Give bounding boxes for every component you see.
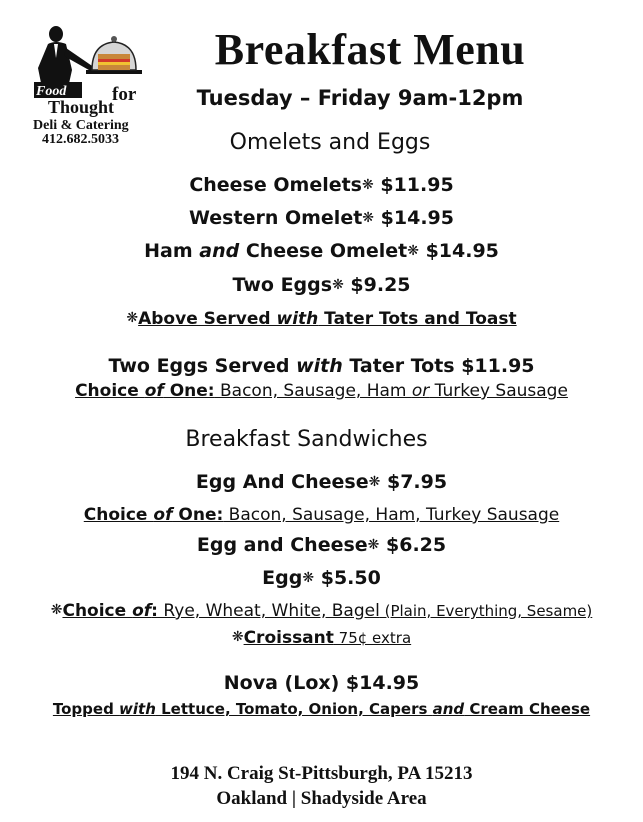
choice-b: One: (172, 505, 224, 525)
choice-b: One: (163, 381, 215, 401)
asterisk-icon: ❋ (50, 602, 63, 618)
bread-opts: Rye, Wheat, White, Bagel (157, 601, 380, 621)
desc-b: Lettuce, Tomato, Onion, Capers (155, 700, 433, 718)
menu-item-cheese-omelets (0, 174, 643, 196)
croissant-option (0, 628, 643, 648)
item-price: $14.95 (380, 207, 454, 229)
menu-item-nova-lox: Nova (Lox) $14.95 (223, 672, 420, 694)
area: Oakland | Shadyside Area (216, 788, 427, 809)
choice-of: of (144, 381, 164, 401)
logo-thought-text: Thought (48, 97, 115, 117)
asterisk-icon: ❋ (332, 277, 344, 293)
choice-of-bread (0, 601, 643, 621)
asterisk-icon: ❋ (302, 570, 315, 586)
address: 194 N. Craig St-Pittsburgh, PA 15213 (170, 763, 473, 784)
menu-item-egg (0, 567, 643, 589)
note-served-with (0, 309, 643, 329)
logo-for-text: for (112, 84, 137, 105)
page-title: Breakfast Menu (214, 25, 526, 74)
choice-of-one-sandwich-meats (0, 505, 643, 525)
choice-opts-b: Turkey Sausage (429, 381, 568, 401)
item-name: Two Eggs (232, 274, 333, 296)
combo-a: Two Eggs Served (108, 355, 297, 377)
logo-phone: 412.682.5033 (42, 132, 119, 147)
choice-opts: Bacon, Sausage, Ham, Turkey Sausage (223, 505, 560, 525)
item-price: $9.25 (350, 274, 411, 296)
choice-opts-or: or (411, 381, 430, 401)
asterisk-icon: ❋ (362, 210, 375, 226)
combo-with: with (296, 355, 343, 377)
choice-a: Choice (83, 505, 154, 525)
item-name: Egg (262, 567, 303, 589)
item-name: Western Omelet (189, 207, 363, 229)
logo-food-text: Food (36, 84, 67, 99)
choice-opts-a: Bacon, Sausage, Ham (214, 381, 412, 401)
nova-description (0, 700, 643, 718)
note-with: with (276, 309, 319, 329)
item-price: $5.50 (320, 567, 381, 589)
logo-deli-catering-text: Deli & Catering (33, 118, 129, 133)
menu-item-western-omelet (0, 207, 643, 229)
desc-with: with (119, 700, 156, 718)
item-name: Egg And Cheese (195, 471, 369, 493)
asterisk-icon: ❋ (367, 537, 380, 553)
note-b: Tater Tots and Toast (318, 309, 517, 329)
asterisk-icon: ❋ (362, 177, 374, 193)
item-name-and: and (199, 240, 240, 262)
menu-item-ham-cheese-omelet (0, 240, 643, 262)
menu-item-egg-and-cheese-1 (0, 471, 643, 493)
menu-item-two-eggs-combo (0, 355, 643, 377)
choice-of-one-meats (0, 381, 643, 401)
menu-item-two-eggs (0, 274, 643, 296)
item-name: Cheese Omelets (189, 174, 362, 196)
choice-of: of (153, 505, 173, 525)
item-price: $7.95 (386, 471, 448, 493)
item-price: $11.95 (380, 174, 454, 196)
bread-paren: (Plain, Everything, Sesame) (379, 602, 593, 620)
section-heading-omelets: Omelets and Eggs (229, 130, 431, 155)
asterisk-icon: ❋ (126, 310, 139, 326)
desc-a: Topped (52, 700, 120, 718)
bread-b: : (151, 601, 158, 621)
desc-and: and (432, 700, 465, 718)
bread-a: Choice (62, 601, 133, 621)
note-a: Above Served (138, 309, 277, 329)
item-name-b: Cheese Omelet (239, 240, 408, 262)
item-price: $14.95 (425, 240, 499, 262)
menu-item-egg-and-cheese-2 (0, 534, 643, 556)
bread-of: of (132, 601, 152, 621)
item-price: $6.25 (386, 534, 447, 556)
hours: Tuesday – Friday 9am-12pm (196, 86, 524, 110)
desc-c: Cream Cheese (464, 700, 591, 718)
asterisk-icon: ❋ (368, 474, 381, 490)
asterisk-icon: ❋ (231, 629, 244, 645)
combo-b: Tater Tots $11.95 (342, 355, 535, 377)
croissant: Croissant (243, 628, 334, 648)
asterisk-icon: ❋ (407, 243, 419, 259)
croissant-extra: 75¢ extra (333, 629, 412, 647)
item-name: Egg and Cheese (196, 534, 368, 556)
choice-a: Choice (75, 381, 145, 401)
item-name-a: Ham (144, 240, 200, 262)
section-heading-sandwiches: Breakfast Sandwiches (185, 427, 428, 452)
